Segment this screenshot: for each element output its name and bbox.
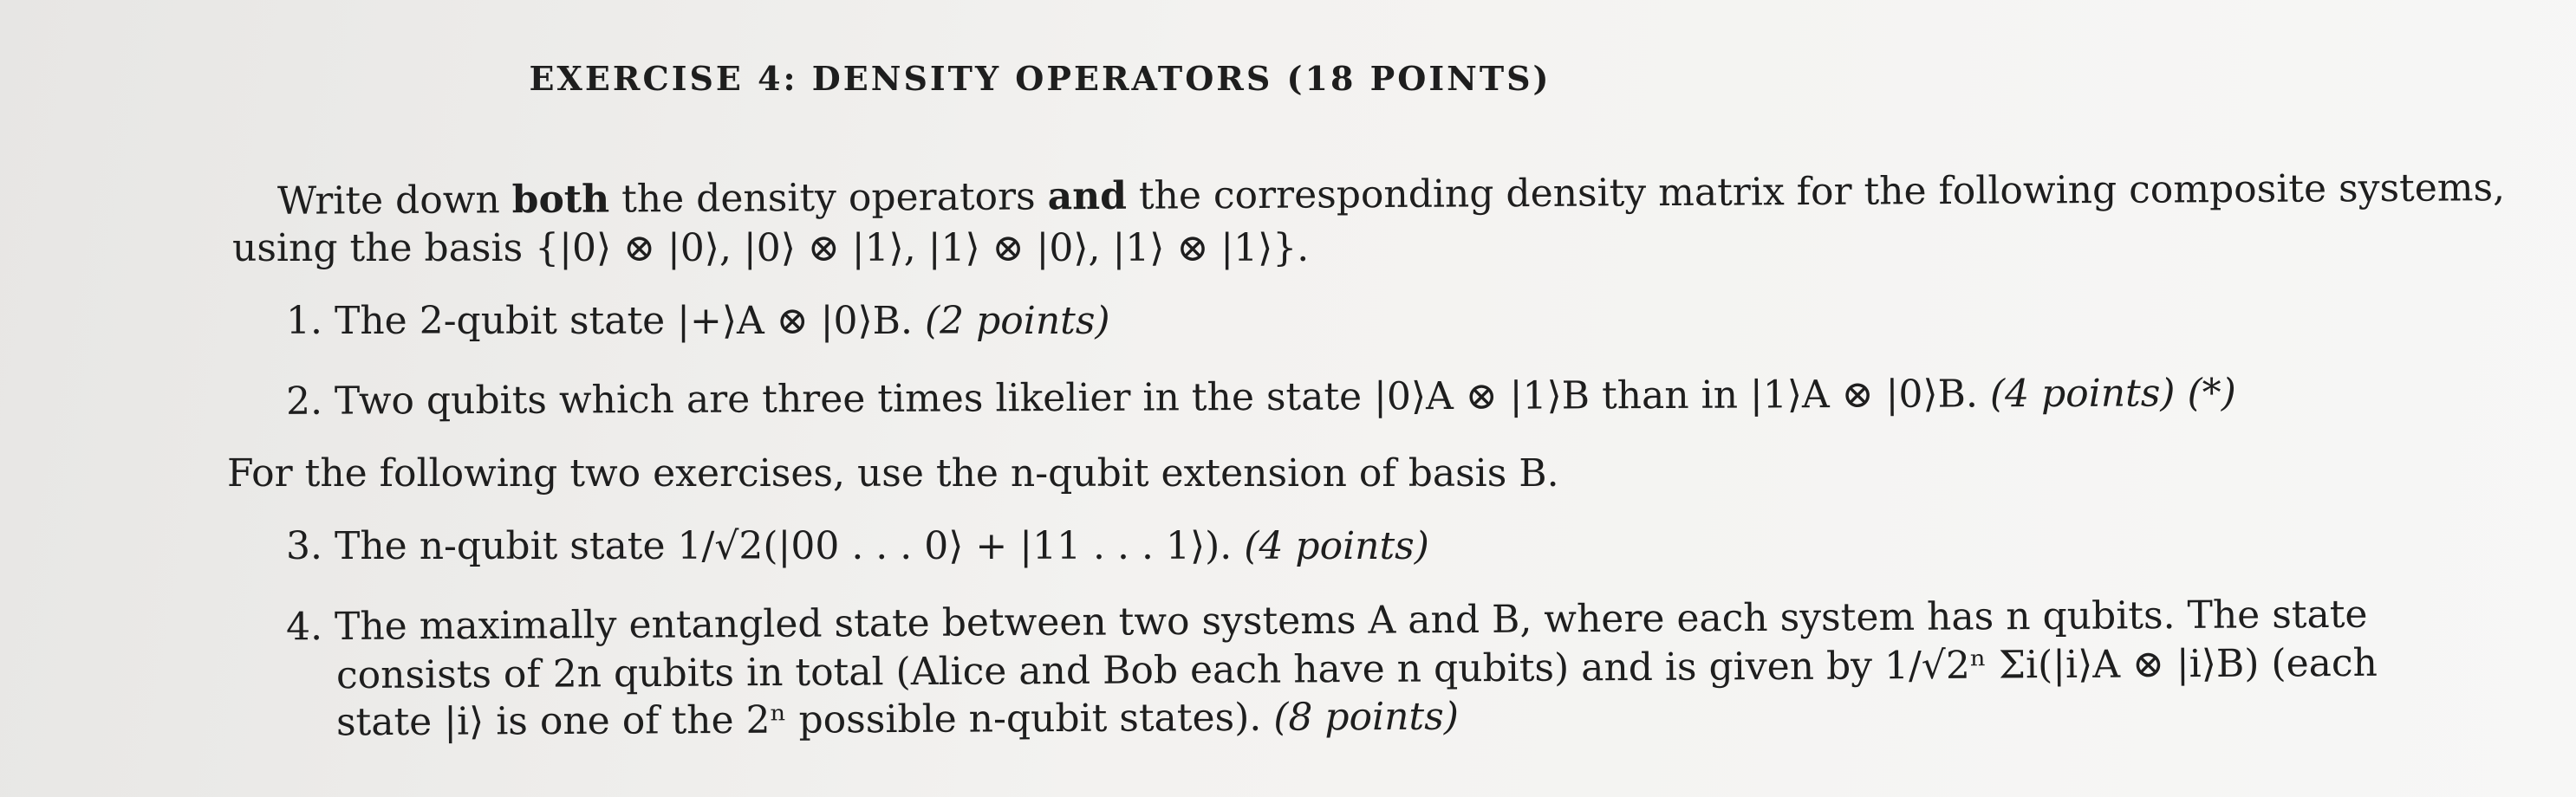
- item-1-number: 1.: [286, 299, 322, 343]
- intro-text-c: the corresponding density matrix for the following composite systems,: [1126, 165, 2506, 218]
- intro-bold-both: both: [511, 177, 610, 223]
- intro-text-b: the density operators: [608, 174, 1048, 222]
- intro-bold-and: and: [1047, 173, 1128, 219]
- transition-text: For the following two exercises, use the n-qubit extension of basis B.: [227, 451, 1559, 496]
- item-3-text: The n-qubit state 1/√2(|00 . . . 0⟩ + |11 . . . 1⟩).: [334, 524, 1233, 568]
- item-3-points: (4 points): [1244, 524, 1429, 568]
- item-4-points: (8 points): [1273, 694, 1460, 740]
- item-2: [286, 370, 2236, 425]
- intro-line-2: using the basis {|0⟩ ⊗ |0⟩, |0⟩ ⊗ |1⟩, |1⟩ ⊗ |0⟩, |1⟩ ⊗ |1⟩}.: [232, 226, 1310, 270]
- item-1: [286, 298, 1110, 345]
- item-4-number: 4.: [285, 605, 323, 650]
- item-2-number: 2.: [285, 379, 323, 424]
- exercise-title: EXERCISE 4: DENSITY OPERATORS (18 POINTS): [529, 59, 1551, 98]
- item-4-line-3: [336, 694, 1459, 747]
- item-3: [286, 523, 1429, 570]
- item-1-text: The 2-qubit state |+⟩A ⊗ |0⟩B.: [334, 299, 913, 343]
- intro-text-a: Write down: [276, 178, 512, 224]
- intro-line-1: [277, 165, 2505, 225]
- item-3-number: 3.: [286, 524, 322, 568]
- item-2-points: (4 points) (*): [1989, 371, 2236, 417]
- item-2-text: Two qubits which are three times likelier in the state |0⟩A ⊗ |1⟩B than in |1⟩A ⊗ |0⟩B.: [334, 372, 1979, 424]
- item-4-text-3: state |i⟩ is one of the 2ⁿ possible n-qubit states).: [335, 695, 1262, 745]
- item-4-line-2: consists of 2n qubits in total (Alice and Bob each have n qubits) and is given by 1/√2ⁿ Σi(|i⟩A ⊗ |i⟩B) (each: [335, 640, 2378, 698]
- item-1-points: (2 points): [924, 299, 1110, 343]
- item-4-text-1: The maximally entangled state between two systems A and B, where each system has n qubits. The state: [334, 592, 2368, 649]
